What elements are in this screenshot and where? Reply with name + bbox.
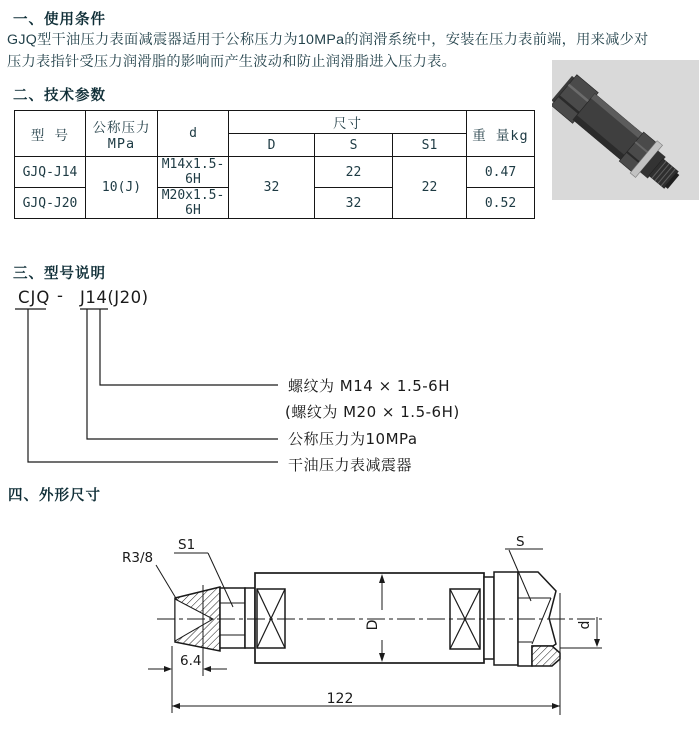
col-header-S1: S1: [393, 134, 467, 157]
cell-D: 32: [229, 157, 315, 219]
dim-label-D: D: [365, 619, 381, 631]
cell-d-j14: M14x1.5-6H: [158, 157, 229, 188]
technical-drawing: [0, 515, 699, 751]
model-code-prefix: CJQ: [18, 288, 51, 307]
cell-S-j14: 22: [315, 157, 393, 188]
col-header-model: 型 号: [15, 111, 86, 157]
section2-heading: 二、技术参数: [13, 88, 106, 104]
col-header-S: S: [315, 134, 393, 157]
cell-S-j20: 32: [315, 188, 393, 219]
groove: [484, 577, 494, 659]
dim-label-s1: S1: [178, 537, 196, 553]
cell-d-j20: M20x1.5-6H: [158, 188, 229, 219]
col-header-pressure: 公称压力MPa: [86, 111, 158, 157]
usage-text-line1: GJQ型干油压力表面减震器适用于公称压力为10MPa的润滑系统中，安装在压力表前端，用来减少对: [7, 32, 649, 48]
dim-label-122: 122: [326, 691, 354, 707]
cell-weight-j20: 0.52: [467, 188, 535, 219]
model-code-suffix: J14(J20): [80, 288, 149, 307]
cell-pressure: 10(J): [86, 157, 158, 219]
model-code-dash: -: [57, 286, 63, 305]
section1-heading: 一、使用条件: [13, 12, 106, 28]
cell-model-j20: GJQ-J20: [15, 188, 86, 219]
model-code-diagram: [0, 280, 520, 480]
dim-label-r38: R3/8: [122, 550, 154, 566]
section3-heading: 三、型号说明: [13, 266, 106, 282]
section4-heading: 四、外形尺寸: [8, 488, 101, 504]
spec-table: [14, 110, 535, 219]
col-header-D: D: [229, 134, 315, 157]
cell-S1: 22: [393, 157, 467, 219]
collar: [245, 588, 255, 648]
product-photo: [552, 60, 699, 200]
label-nominal-pressure: 公称压力为10MPa: [288, 430, 418, 448]
model-code-connectors: [15, 309, 278, 462]
thread-stub: [532, 646, 560, 666]
label-thread-m20: (螺纹为 M20 × 1.5-6H): [285, 403, 460, 421]
cell-weight-j14: 0.47: [467, 157, 535, 188]
dim-label-s: S: [516, 534, 525, 550]
usage-text-line2: 压力表指针受压力润滑脂的影响而产生波动和防止润滑脂进入压力表。: [7, 54, 457, 70]
cell-model-j14: GJQ-J14: [15, 157, 86, 188]
dim-label-6-4: 6.4: [180, 653, 202, 669]
col-header-weight: 重 量kg: [467, 111, 535, 157]
col-header-size: 尺寸: [229, 111, 467, 134]
label-thread-m14: 螺纹为 M14 × 1.5-6H: [288, 377, 450, 395]
hex-nut-s1: [220, 588, 245, 648]
dim-label-d: d: [577, 620, 593, 630]
col-header-d: d: [158, 111, 229, 157]
label-product-name: 干油压力表减震器: [288, 456, 413, 474]
